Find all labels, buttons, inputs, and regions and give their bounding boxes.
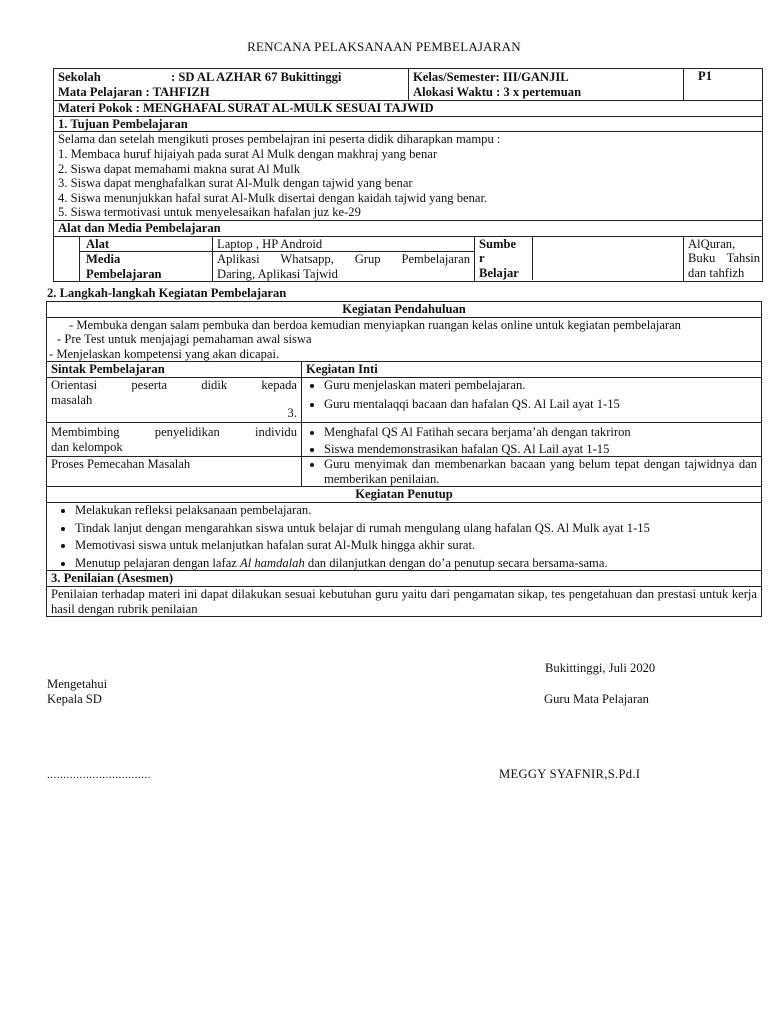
sumber-label: Sumbe r Belajar bbox=[475, 237, 533, 281]
sintak-row: Proses Pemecahan Masalah bbox=[47, 457, 302, 487]
sumber-value: AlQuran, Buku Tahsin dan tahfizh bbox=[684, 236, 763, 282]
kegiatan-item: • Guru mentalaqqi bacaan dan hafalan QS. Al Lail ayat 1-15 bbox=[324, 397, 757, 412]
penutup-item: • Memotivasi siswa untuk melanjutkan hafalan surat Al-Mulk hingga akhir surat. bbox=[75, 538, 757, 553]
pendahuluan-item: - Pre Test untuk menjajagi pemahaman awal siswa bbox=[57, 332, 312, 347]
sekolah-label: Sekolah bbox=[58, 70, 101, 84]
sintak-number: 3. bbox=[287, 406, 297, 421]
sintak-heading: Sintak Pembelajaran bbox=[47, 362, 302, 378]
media-label: Media Pembelajaran bbox=[80, 252, 213, 282]
sumber-cell bbox=[475, 236, 684, 282]
penutup-item: • Tindak lanjut dengan mengarahkan siswa untuk belajar di rumah mengulang ulang hafalan QS. Al Mulk ayat 1-15 bbox=[75, 521, 757, 536]
rpp-main-table bbox=[53, 68, 763, 282]
sekolah-value: : SD AL AZHAR 67 Bukittinggi bbox=[171, 70, 342, 84]
penutup-item: • Menutup pelajaran dengan lafaz Al hamdalah dan dilanjutkan dengan do’a penutup secara bersama-sama. bbox=[75, 556, 757, 571]
penutup-item: • Melakukan refleksi pelaksanaan pembelajaran. bbox=[75, 503, 757, 518]
kegiatan-inti-heading: Kegiatan Inti bbox=[302, 362, 762, 378]
pendahuluan-item: - Membuka dengan salam pembuka dan berdoa kemudian menyiapkan ruangan kelas online untuk kegiatan pembelajaran bbox=[69, 317, 681, 332]
tujuan-item: 5. Siswa termotivasi untuk menyelesaikan hafalan juz ke-29 bbox=[58, 205, 361, 220]
media-heading: Alat dan Media Pembelajaran bbox=[54, 220, 763, 236]
alokasi-label: Alokasi Waktu bbox=[413, 84, 493, 99]
alat-label: Alat bbox=[80, 236, 213, 252]
sintak-row: Membimbing penyelidikan individu dan kelompok bbox=[47, 422, 302, 456]
kegiatan-row bbox=[302, 377, 762, 422]
signature-dots: ................................ bbox=[47, 769, 151, 781]
tujuan-content bbox=[54, 132, 763, 221]
kelas-label: Kelas/Semester bbox=[413, 70, 496, 84]
class-info-cell bbox=[409, 69, 684, 101]
tujuan-item: 2. Siswa dapat memahami makna surat Al Mulk bbox=[58, 161, 301, 176]
tujuan-item: 1. Membaca huruf hijaiyah pada surat Al Mulk dengan makhraj yang benar bbox=[58, 146, 438, 161]
mapel-value: : TAHFIZH bbox=[145, 84, 210, 99]
pendahuluan-content bbox=[47, 317, 762, 362]
langkah-heading: 2. Langkah-langkah Kegiatan Pembelajaran bbox=[47, 286, 287, 300]
penutup-heading: Kegiatan Penutup bbox=[47, 487, 762, 503]
document-title: RENCANA PELAKSANAAN PEMBELAJARAN bbox=[247, 39, 521, 54]
pendahuluan-heading: Kegiatan Pendahuluan bbox=[47, 302, 762, 318]
activities-table bbox=[46, 301, 762, 617]
alat-value: Laptop , HP Android bbox=[213, 236, 475, 252]
penilaian-text: Penilaian terhadap materi ini dapat dilakukan sesuai kebutuhan guru yaitu dari pengamatan sikap, tes pengetahuan dan prestasi untuk kerja hasil dengan rubrik penilaian bbox=[47, 586, 762, 616]
alokasi-value: : 3 x pertemuan bbox=[496, 84, 582, 99]
sintak-row: Orientasi peserta didik kepada masalah 3. bbox=[47, 377, 302, 422]
media-value: Aplikasi Whatsapp, Grup Pembelajaran Daring, Aplikasi Tajwid bbox=[213, 252, 475, 282]
mengetahui-label: Mengetahui bbox=[47, 677, 108, 691]
tujuan-item: 4. Siswa menunjukkan hafal surat Al-Mulk disertai dengan kaidah tajwid yang benar. bbox=[58, 190, 488, 205]
teacher-name: MEGGY SYAFNIR,S.Pd.I bbox=[499, 767, 641, 781]
tujuan-heading: 1. Tujuan Pembelajaran bbox=[54, 116, 763, 132]
guru-label: Guru Mata Pelajaran bbox=[544, 692, 649, 706]
kegiatan-item: • Menghafal QS Al Fatihah secara berjama’ah dengan takriron bbox=[324, 425, 757, 440]
penilaian-heading: 3. Penilaian (Asesmen) bbox=[47, 571, 762, 587]
media-indent-cell bbox=[54, 236, 80, 282]
kegiatan-item: • Guru menjelaskan materi pembelajaran. bbox=[324, 378, 757, 393]
kelas-value: : III/GANJIL bbox=[495, 70, 569, 84]
code-cell: P1 bbox=[684, 69, 763, 101]
kepala-sd-label: Kepala SD bbox=[47, 692, 102, 706]
place-date: Bukittinggi, Juli 2020 bbox=[545, 661, 656, 675]
tujuan-item: 3. Siswa dapat menghafalkan surat Al-Mulk dengan tajwid yang benar bbox=[58, 176, 413, 191]
tujuan-intro: Selama dan setelah mengikuti proses pembelajran ini peserta didik diharapkan mampu : bbox=[58, 132, 501, 147]
penutup-content bbox=[47, 502, 762, 570]
kegiatan-row bbox=[302, 457, 762, 487]
kegiatan-item: • Siswa mendemonstrasikan hafalan QS. Al Lail ayat 1-15 bbox=[324, 442, 757, 457]
kegiatan-row bbox=[302, 422, 762, 456]
school-info-cell bbox=[54, 69, 409, 101]
pendahuluan-item: - Menjelaskan kompetensi yang akan dicapai. bbox=[49, 346, 280, 361]
kegiatan-item: • Guru menyimak dan membenarkan bacaan yang belum tepat dengan tajwidnya dan memberikan penilaian. bbox=[324, 457, 757, 486]
materi-pokok: Materi Pokok : MENGHAFAL SURAT AL-MULK SESUAI TAJWID bbox=[54, 101, 763, 117]
mapel-label: Mata Pelajaran bbox=[58, 84, 143, 99]
